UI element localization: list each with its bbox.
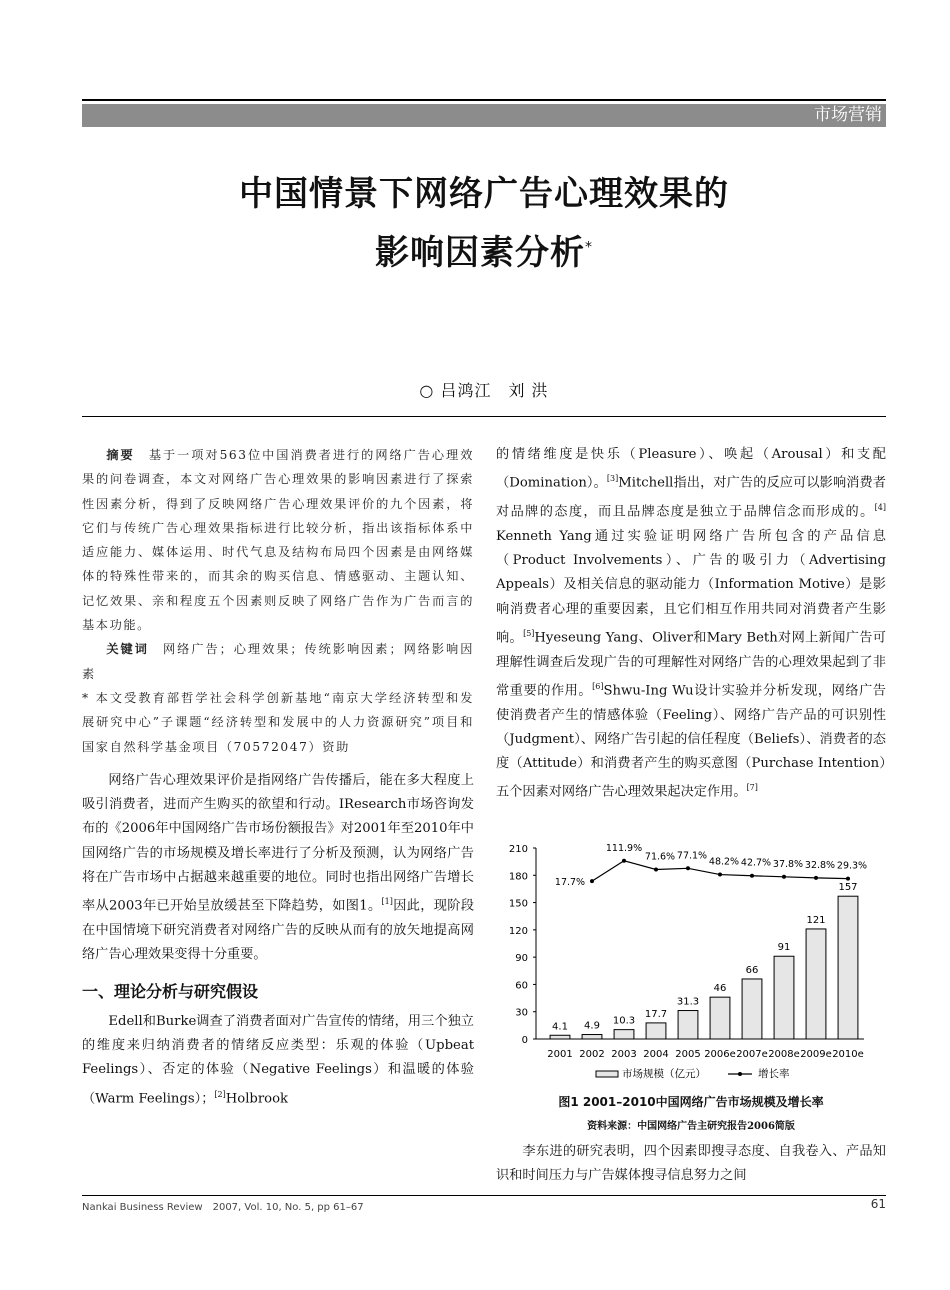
footer-journal: Nankai Business Review 2007, Vol. 10, No. 5, pp 61–67 <box>82 1202 364 1213</box>
growth-point <box>654 867 658 871</box>
bar <box>742 979 762 1039</box>
bar-data-label: 10.3 <box>612 1015 636 1027</box>
x-tick-label: 2008e <box>768 1049 800 1060</box>
legend-line-label: 增长率 <box>758 1068 790 1080</box>
bar-data-label: 4.9 <box>584 1020 600 1032</box>
growth-point <box>622 859 626 863</box>
footer-page-number: 61 <box>870 1197 886 1211</box>
bar-data-label: 17.7 <box>644 1008 668 1020</box>
bar <box>774 956 794 1039</box>
growth-point <box>590 879 594 883</box>
left-column <box>82 443 474 1111</box>
bar <box>838 896 858 1039</box>
growth-data-label: 71.6% <box>644 851 676 863</box>
x-tick-label: 2007e <box>736 1049 768 1060</box>
y-tick-label: 60 <box>515 980 528 992</box>
growth-data-label: 111.9% <box>605 842 643 854</box>
growth-data-label: 77.1% <box>676 850 708 862</box>
body-paragraph-2 <box>82 1010 474 1112</box>
bar <box>710 997 730 1039</box>
title-line-1: 中国情景下网络广告心理效果的 <box>239 174 729 214</box>
bar-data-label: 46 <box>713 983 727 995</box>
figure-source: 资料来源：中国网络广告主研究报告2006简版 <box>587 1121 795 1132</box>
bar <box>550 1035 570 1039</box>
footer-rule <box>82 1195 886 1196</box>
citation-1: [1] <box>381 897 393 907</box>
growth-point <box>782 875 786 879</box>
growth-data-label: 17.7% <box>554 877 586 889</box>
body-paragraph-2-text: Edell和Burke调查了消费者面对广告宣传的情绪，用三个独立的维度来归纳消费者的情绪反应类型：乐观的体验（Upbeat Feelings）、否定的体验（Negative Feelings）和温暖的体验（Warm Feelings）； <box>82 1013 474 1106</box>
y-tick-label: 180 <box>508 871 528 883</box>
bar <box>806 929 826 1039</box>
growth-data-label: 29.3% <box>836 860 868 872</box>
chart-svg <box>496 833 886 1091</box>
x-tick-label: 2010e <box>832 1049 864 1060</box>
right-seg-2: Mitchell指出，对广告的反应可以影响消费者对品牌的态度，而且品牌态度是独立于品牌信念而形成的。 <box>496 475 886 520</box>
y-tick-label: 120 <box>508 925 528 937</box>
bar-data-label: 31.3 <box>676 996 700 1008</box>
bar <box>646 1023 666 1039</box>
figure-1-chart <box>496 833 886 1133</box>
growth-point <box>686 866 690 870</box>
growth-data-label: 37.8% <box>772 858 804 870</box>
keywords-label: 关键词 <box>106 642 149 657</box>
fund-note: * 本文受教育部哲学社会科学创新基地“南京大学经济转型和发展研究中心”子课题“经济转型和发展中的人力资源研究”项目和国家自然科学基金项目（70572047）资助 <box>82 690 474 754</box>
right-seg-5: Shwu-Ing Wu设计实验并分析发现，网络广告使消费者产生的情感体验（Feeling）、网络广告产品的可识别性（Judgment）、网络广告引起的信任程度（Beliefs）、消费者的态度（Attitude）和消费者产生的购买意图（Purchase Intention）五个因素对网络广告心理效果起决定作用。 <box>496 683 886 800</box>
y-tick-label: 210 <box>508 844 528 855</box>
x-tick-label: 2005 <box>675 1049 701 1060</box>
title-line-2 <box>82 225 886 274</box>
bar-data-label: 66 <box>745 964 759 976</box>
growth-point <box>718 873 722 877</box>
right-bottom-text: 李东进的研究表明，四个因素即搜寻态度、自我卷入、产品知识和时间压力与广告媒体搜寻信息努力之间 <box>496 1144 886 1184</box>
y-tick-label: 30 <box>515 1007 528 1019</box>
abstract-text: 基于一项对563位中国消费者进行的网络广告心理效果的问卷调查，本文对网络广告心理效果的影响因素进行了探索性因素分析，得到了反映网络广告心理效果评价的九个因素，将它们与传统广告心理效果指标进行比较分析，指出该指标体系中适应能力、媒体运用、时代气息及结构布局四个因素是由网络媒体的特殊性带来的，而其余的购买信息、情感驱动、主题认知、记忆效果、亲和程度五个因素则反映了网络广告作为广告而言的基本功能。 <box>82 448 474 633</box>
x-tick-label: 2006e <box>704 1049 736 1060</box>
x-tick-label: 2003 <box>611 1049 637 1060</box>
bar <box>678 1011 698 1039</box>
keywords-paragraph <box>82 637 474 686</box>
citation-5: [5] <box>523 628 535 638</box>
citation-7: [7] <box>746 783 758 793</box>
growth-point <box>846 877 850 881</box>
right-seg-3: Kenneth Yang通过实验证明网络广告所包含的产品信息（Product Involvements）、广告的吸引力（Advertising Appeals）及相关信息的驱动能力（Information Motive）是影响消费者心理的重要因素，且它们相互作用共同对消费者产生影响。 <box>496 528 886 646</box>
body-paragraph-2-tail: Holbrook <box>225 1090 289 1106</box>
title-line-2-text: 影响因素分析 <box>375 233 585 273</box>
growth-point <box>814 876 818 880</box>
growth-data-label: 32.8% <box>804 859 836 871</box>
abstract-block <box>82 443 474 759</box>
citation-2: [2] <box>214 1089 226 1099</box>
citation-3: [3] <box>606 474 619 484</box>
section-band <box>82 104 886 127</box>
bar <box>582 1035 602 1039</box>
y-tick-label: 150 <box>508 898 528 910</box>
x-tick-label: 2004 <box>643 1049 669 1060</box>
y-tick-label: 90 <box>515 953 528 965</box>
body-paragraph-1-text: 网络广告心理效果评价是指网络广告传播后，能在多大程度上吸引消费者，进而产生购买的欲望和行动。IResearch市场咨询发布的《2006年中国网络广告市场份额报告》对2001年至2010年中国网络广告的市场规模及增长率进行了分析及预测，认为网络广告将在广告市场中占据越来越重要的地位。同时也指出网络广告增长率从2003年已开始呈放缓甚至下降趋势，如图1。 <box>82 772 474 914</box>
authors: ○ 吕鸿江 刘 洪 <box>419 381 549 400</box>
abstract-label: 摘要 <box>106 448 135 462</box>
x-tick-label: 2002 <box>579 1049 605 1060</box>
legend-bar-swatch <box>596 1071 618 1077</box>
abstract-paragraph <box>82 443 474 637</box>
right-bottom-paragraph <box>496 1140 886 1189</box>
legend-line-marker <box>738 1072 742 1076</box>
y-tick-label: 0 <box>521 1035 528 1046</box>
citation-4: [4] <box>874 502 886 512</box>
legend-bar-label: 市场规模（亿元） <box>622 1068 706 1080</box>
title-footnote-mark: * <box>585 239 593 256</box>
bar-data-label: 121 <box>806 914 826 926</box>
growth-point <box>750 874 754 878</box>
right-seg-1: 的情绪维度是快乐（Pleasure）、唤起（Arousal）和支配（Domination）。 <box>496 447 886 491</box>
growth-data-label: 48.2% <box>708 856 740 868</box>
figure-caption: 图1 2001–2010中国网络广告市场规模及增长率 <box>558 1095 824 1109</box>
citation-6: [6] <box>592 681 604 691</box>
bar-data-label: 91 <box>777 942 791 954</box>
keywords-text: 网络广告；心理效果；传统影响因素；网络影响因素 <box>82 642 474 681</box>
right-seg-4: Hyeseung Yang、Oliver和Mary Beth对网上新闻广告可理解性调查后发现广告的可理解性对网络广告的心理效果起到了非常重要的作用。 <box>496 630 886 699</box>
section-heading-1: 一、理论分析与研究假设 <box>82 981 259 1001</box>
author-rule <box>82 416 886 417</box>
x-tick-label: 2009e <box>800 1049 832 1060</box>
body-paragraph-1-tail: 因此，现阶段在中国情境下研究消费者对网络广告的反映从而有的放矢地提高网络广告心理效果变得十分重要。 <box>82 898 475 963</box>
bar-data-label: 157 <box>838 882 858 894</box>
header-top-rule <box>82 99 886 101</box>
x-tick-label: 2001 <box>547 1049 573 1060</box>
bar <box>614 1030 634 1039</box>
growth-data-label: 42.7% <box>740 857 772 869</box>
body-paragraph-1 <box>82 769 474 968</box>
section-label: 市场营销 <box>814 105 882 125</box>
right-paragraph <box>496 443 886 805</box>
right-column <box>496 443 886 805</box>
bar-data-label: 4.1 <box>552 1021 568 1033</box>
